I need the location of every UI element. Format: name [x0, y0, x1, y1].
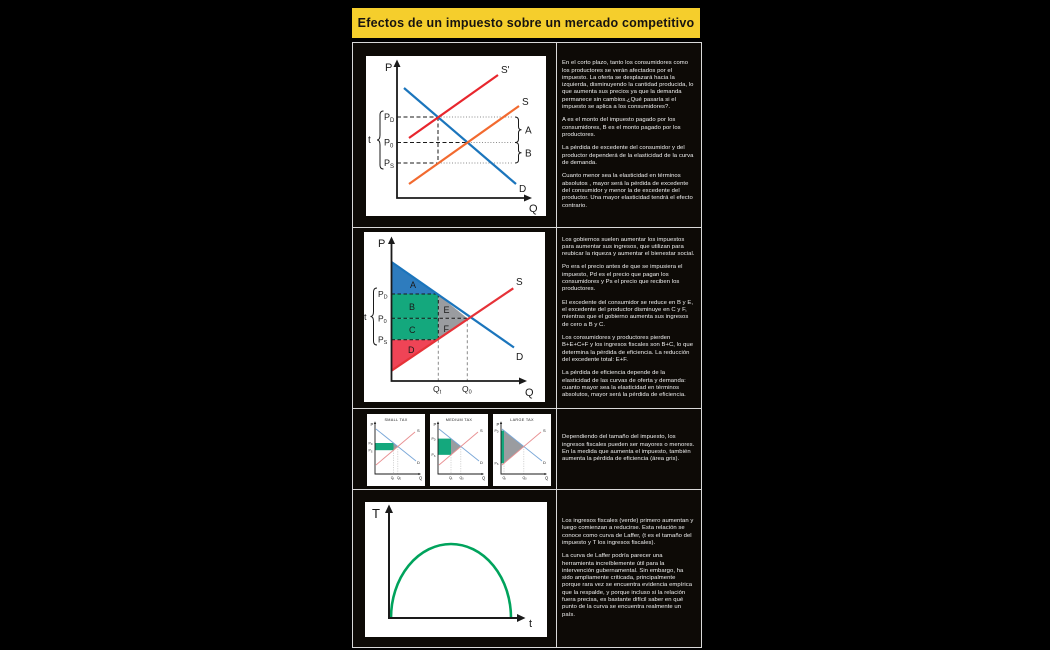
price-pd-label: $P_D$ [431, 437, 436, 442]
demand-label: D [543, 460, 546, 465]
x-axis-arrow-icon [517, 614, 526, 622]
laffer-curve [391, 544, 511, 618]
small-tax-panel [367, 414, 425, 486]
paragraph: La curva de Laffer podría parecer una herramienta increíblemente útil para la intervención gubernamental. Sin embargo, ha sido ampliamente criticada, principalmente porque rara vez se encuentra evidencia empírica que la respalde, y porque incluso si la relación fuera precisa, es bastante difícil saber en qué punto de la curva se encuentra realmente un país. [562, 553, 693, 618]
text-cell-4 [557, 490, 701, 647]
paragraph: Los consumidores y productores pierden B+E+C+F y los ingresos fiscales son B+C, lo que determina la pérdida de eficiencia. La reducción del excedente total: E+F. [562, 334, 694, 363]
q-axis-label: Q [529, 203, 538, 215]
row4-text [562, 518, 695, 619]
region-c-label: C [409, 325, 416, 335]
panel-title: MEDIUM TAX [445, 418, 473, 422]
paragraph: Dependiendo del tamaño del impuesto, los ingresos fiscales pueden ser mayores o menores. En la medida que aumenta el impuesto, también aumenta la pérdida de eficiencia (área gris). [562, 434, 695, 463]
consumer-share-brace [515, 117, 522, 143]
text-cell-3 [557, 409, 701, 489]
price-ps-label: PS [378, 334, 388, 347]
p-axis-label: P [385, 62, 393, 74]
large-tax-chart [493, 414, 551, 486]
price-pd-label: PD [378, 289, 388, 301]
quantity-q0-label: Q0 [462, 384, 472, 396]
text-cell-2 [557, 228, 701, 408]
page-title: Efectos de un impuesto sobre un mercado competitivo [357, 16, 695, 30]
shifted-supply-label: S' [501, 65, 510, 76]
revenue-rect [438, 439, 451, 455]
diagram-cell-2 [353, 228, 557, 408]
p-axis-arrow-icon [374, 421, 376, 424]
p-axis-arrow-icon [394, 60, 401, 68]
revenue-axis-label: T [372, 506, 380, 521]
tax-label: t [368, 135, 371, 146]
row3-text [562, 434, 695, 463]
paragraph: Po era el precio antes de que se impusiera el impuesto, Pd es el precio que pagan los consumidores y Ps el precio que reciben los productores. [562, 264, 683, 293]
row-tax-size [353, 408, 701, 489]
tax-brace [371, 288, 378, 345]
paragraph: Los ingresos fiscales (verde) primero aumentan y luego comienzan a reducirse. Esta relación se conoce como curva de Laffer, (t es el tamaño del impuesto y T los ingresos fiscales). [562, 517, 694, 546]
price-ps-label: $P_S$ [494, 461, 499, 467]
tax-label: t [364, 312, 367, 322]
paragraph: A es el monto del impuesto pagado por los consumidores, B es el monto pagado por los productores. [562, 117, 681, 138]
share-a-label: A [525, 125, 532, 137]
content-grid [352, 42, 702, 648]
text-cell-1 [557, 43, 701, 227]
paragraph: El excedente del consumidor se reduce en B y E, el excedente del productor disminuye en C y F, mientras que el gobierno aumenta sus ingresos de cero a B y C. [562, 299, 694, 328]
tax-incidence-diagram [366, 56, 546, 216]
quantity-qt-label: $Q_t$ [390, 476, 395, 481]
price-ps-label: $P_S$ [368, 448, 373, 454]
supply-label: S [417, 428, 420, 433]
quantity-qt-label: $Q_t$ [449, 476, 453, 481]
large-tax-panel [493, 414, 551, 486]
title-banner [352, 8, 700, 38]
row-welfare-regions [353, 227, 701, 408]
price-dashed-guides [397, 117, 468, 163]
diagram-cell-4 [353, 490, 557, 647]
paragraph: En el corto plazo, tanto los consumidores como los productores se verán afectados por el impuesto. La oferta se desplazará hacia la izquierda, disminuyendo la cantidad producida, lo que aumenta sus precios ya que la demanda permanece sin cambios.¿Qué pasaría si el impuesto se aplica a los consumidores?. [562, 60, 694, 111]
region-d-label: D [408, 345, 415, 355]
deadweight-triangle [451, 439, 461, 455]
p-axis-arrow-icon [388, 237, 395, 245]
panel-title: SMALL TAX [384, 418, 408, 422]
demand-label: D [417, 460, 420, 465]
shifted-supply-curve [409, 75, 498, 138]
paragraph: La pérdida de eficiencia depende de la elasticidad de las curvas de oferta y demanda: cuanto mayor sea la elasticidad en términos absolutos, mayor será la pérdida de eficiencia. [562, 370, 686, 399]
paragraph: Los gobiernos suelen aumentar los impuestos para aumentar sus ingresos, que utilizan para reubicar la riqueza y aumentar el bienestar social. [562, 236, 695, 258]
supply-label: S [480, 428, 483, 433]
quantity-qt-label: $Q_t$ [502, 476, 506, 481]
q-axis-label: Q [482, 475, 486, 481]
paragraph: La pérdida de excedente del consumidor y del productor dependerá de la elasticidad de la curva de demanda. [562, 145, 694, 166]
tax-brace [377, 111, 384, 169]
p-axis-arrow-icon [437, 421, 439, 424]
p-axis-label: P [433, 422, 437, 427]
price-p0-label: P0 [378, 313, 387, 326]
q-axis-label: Q [419, 475, 423, 481]
laffer-diagram [365, 502, 547, 637]
p-axis-label: P [378, 238, 386, 250]
welfare-regions-diagram [364, 232, 545, 402]
medium-tax-panel [430, 414, 488, 486]
revenue-rect [501, 431, 504, 464]
paragraph: Cuanto menor sea la elasticidad en términos absolutos , mayor será la pérdida de excedente del consumidor y menor la de excedente del productor. Una mayor elasticidad tendrá el efecto contrario. [562, 173, 693, 209]
region-a-label: A [410, 280, 417, 290]
revenue-rect [375, 443, 394, 450]
price-ps-label: $P_S$ [431, 453, 436, 458]
medium-tax-chart [430, 414, 488, 486]
q-axis-arrow-icon [519, 378, 527, 385]
region-b-label: B [409, 302, 416, 312]
supply-label: S [543, 428, 546, 433]
row2-text [562, 237, 695, 400]
diagram-cell-3 [353, 409, 557, 489]
welfare-chart [364, 232, 545, 402]
deadweight-triangle [504, 431, 524, 464]
p-axis-label: P [370, 422, 374, 427]
demand-label: D [516, 352, 524, 363]
t-axis-arrow-icon [385, 505, 393, 514]
supply-label: S [522, 97, 529, 108]
supply-shift-chart [366, 56, 546, 216]
q-axis-label: Q [545, 475, 549, 481]
quantity-q0-label: $Q_0$ [459, 476, 464, 481]
region-e-label: E [443, 305, 450, 315]
supply-label: S [516, 277, 523, 288]
price-pd-label: $P_D$ [384, 112, 395, 124]
quantity-guides [394, 447, 398, 475]
quantity-q0-label: $Q_0$ [397, 476, 402, 481]
tax-axis-label: t [529, 618, 533, 630]
p-axis-arrow-icon [500, 421, 502, 424]
laffer-chart [365, 502, 547, 637]
row-tax-incidence [353, 43, 701, 227]
producer-share-brace [515, 143, 522, 164]
row-laffer-curve [353, 489, 701, 647]
region-f-label: F [443, 324, 449, 334]
panel-title: LARGE TAX [510, 418, 534, 422]
price-p0-label: $P_0$ [384, 137, 394, 150]
price-pd-label: $P_D$ [494, 429, 499, 434]
q-axis-label: Q [525, 387, 534, 399]
row1-text [562, 60, 695, 210]
diagram-cell-1 [353, 43, 557, 227]
demand-label: D [480, 460, 483, 465]
q-axis-arrow-icon [524, 195, 532, 202]
demand-label: D [519, 184, 527, 195]
price-ps-label: $P_S$ [384, 158, 395, 170]
p-axis-label: P [496, 422, 500, 427]
small-tax-chart [367, 414, 425, 486]
share-b-label: B [525, 148, 532, 160]
price-pd-label: $P_D$ [368, 441, 373, 446]
quantity-q0-label: $Q_0$ [522, 476, 527, 481]
quantity-qt-label: Qt [433, 384, 442, 396]
